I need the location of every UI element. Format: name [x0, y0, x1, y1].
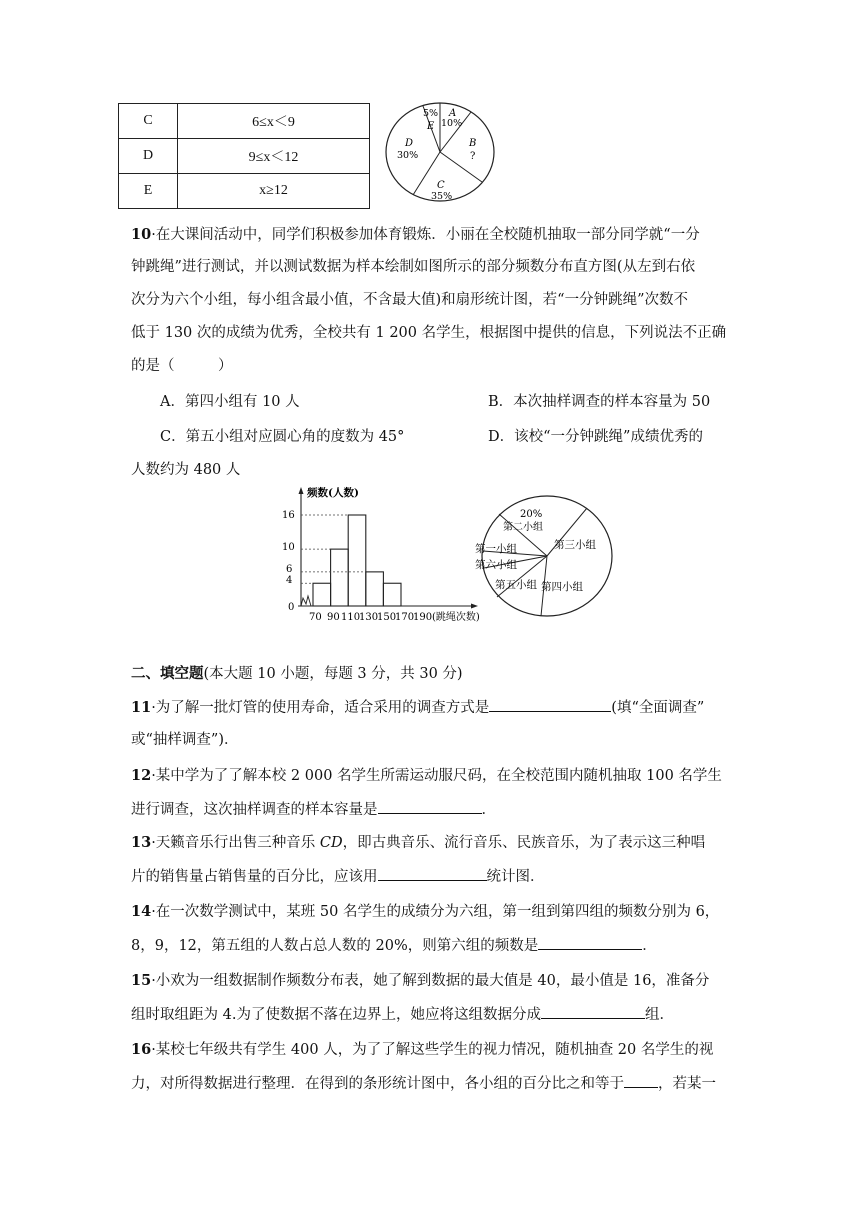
- q10-line: 次分为六个小组，每小组含最小值，不含最大值)和扇形统计图，若“一分钟跳绳”次数不: [131, 292, 688, 308]
- question-number: 12: [131, 767, 152, 784]
- answer-blank[interactable]: [489, 697, 611, 712]
- q14-text: 8，9，12，第五组的人数占总人数的 20%，则第六组的频数是: [131, 938, 539, 954]
- ytick-label: 16: [282, 510, 295, 521]
- q13-text: ，即古典音乐、流行音乐、民族音乐，为了表示这三种唱: [342, 835, 706, 851]
- question-number: 14: [131, 903, 152, 920]
- answer-blank[interactable]: [378, 799, 482, 814]
- q15-text: 组时取组距为 4.为了使数据不落在边界上，她应将这组数据分成: [131, 1007, 541, 1023]
- q11-text: 为了解一批灯管的使用寿命，适合采用的调查方式是: [155, 700, 490, 716]
- question-number: 13: [131, 834, 152, 851]
- option-b: B．本次抽样调查的样本容量为 50: [488, 394, 711, 410]
- table-row: [119, 104, 370, 139]
- pie-label: 第一小组: [475, 543, 517, 555]
- pie-label: E: [427, 121, 435, 132]
- histogram-ylabel: 频数(人数): [307, 487, 359, 499]
- xtick-label: 90: [327, 612, 340, 623]
- ytick-label: 10: [282, 542, 295, 553]
- q12-text: ．: [481, 802, 496, 818]
- dot: ·: [151, 227, 156, 243]
- histogram-xlabel: (跳绳次数): [432, 612, 480, 623]
- range-cell: x≥12: [178, 174, 370, 209]
- q13-text: 片的销售量占销售量的百分比，应该用: [131, 869, 378, 885]
- q12-line: [131, 766, 722, 786]
- pie-label: 第四小组: [541, 581, 583, 593]
- q16-text: 力，对所得数据进行整理．在得到的条形统计图中，各小组的百分比之和等于: [131, 1076, 624, 1092]
- pie-label: 第六小组: [475, 559, 517, 571]
- histogram-bar: [313, 583, 331, 606]
- histogram-bar: [366, 572, 384, 606]
- group-cell: E: [119, 174, 178, 209]
- question-number: 16: [131, 1041, 152, 1058]
- histogram-chart: [280, 484, 490, 628]
- q10-line: 钟跳绳”进行测试，并以测试数据为样本绘制如图所示的部分频数分布直方图(从左到右依: [131, 259, 696, 275]
- q11-text: (填“全面调查”: [611, 700, 705, 716]
- group-cell: C: [119, 104, 178, 139]
- q14-text: ．: [642, 938, 657, 954]
- q13-line: [131, 833, 705, 853]
- question-number: 15: [131, 972, 152, 989]
- q14-line: [131, 902, 719, 922]
- table-row: [119, 139, 370, 174]
- dot: ·: [151, 904, 156, 920]
- pie-label: B: [469, 138, 477, 149]
- dot: ·: [151, 768, 156, 784]
- pie-label: 5%: [423, 108, 439, 119]
- section-note: (本大题 10 小题，每题 3 分，共 30 分): [203, 666, 463, 682]
- question-number: 11: [131, 699, 152, 716]
- q14-line: [131, 935, 657, 956]
- q13-line: [131, 866, 545, 887]
- q14-text: 在一次数学测试中，某班 50 名学生的成绩分为六组，第一组到第四组的频数分别为 6，: [155, 904, 720, 920]
- group-cell: D: [119, 139, 178, 174]
- q13-text: 天籁音乐行出售三种音乐: [155, 835, 320, 851]
- group-pie-chart: [474, 492, 614, 624]
- xtick-label: 110: [341, 612, 361, 623]
- histogram-bar: [331, 549, 349, 606]
- q15-line: [131, 1004, 674, 1025]
- xtick-label: 130: [359, 612, 379, 623]
- q16-line: [131, 1073, 716, 1094]
- pie-label: 第三小组: [554, 539, 596, 551]
- histogram-bar: [348, 515, 366, 606]
- q16-text: ，若某一: [658, 1076, 716, 1092]
- q11-line: [131, 697, 704, 718]
- xtick-label: 150: [377, 612, 397, 623]
- histogram-bar: [383, 583, 401, 606]
- answer-blank[interactable]: [624, 1073, 658, 1088]
- group-range-table: [118, 103, 370, 209]
- option-c: C．第五小组对应圆心角的度数为 45°: [160, 429, 405, 445]
- dot: ·: [151, 1042, 156, 1058]
- answer-blank[interactable]: [378, 866, 487, 881]
- pie-label: ?: [470, 151, 476, 162]
- pie-label: 20%: [520, 509, 543, 520]
- dot: ·: [151, 835, 156, 851]
- pie-label: 30%: [397, 150, 419, 161]
- xtick-label: 170: [395, 612, 415, 623]
- q13-text: 统计图．: [486, 869, 545, 885]
- range-cell: 6≤x＜9: [178, 104, 370, 139]
- section-heading: 二、填空题: [131, 665, 204, 682]
- option-a: A．第四小组有 10 人: [160, 394, 300, 410]
- xtick-label: 190: [413, 612, 433, 623]
- pie-label: D: [405, 138, 414, 149]
- q10-text: 在大课间活动中，同学们积极参加体育锻炼．小丽在全校随机抽取一部分同学就“一分: [155, 227, 700, 243]
- q12-text: 进行调查，这次抽样调查的样本容量是: [131, 802, 378, 818]
- q10-line: [131, 225, 700, 245]
- option-d: D．该校“一分钟跳绳”成绩优秀的: [488, 429, 703, 445]
- top-pie-chart: [383, 100, 499, 206]
- dot: ·: [151, 973, 156, 989]
- answer-blank[interactable]: [538, 935, 642, 950]
- question-number: 10: [131, 226, 152, 243]
- pie-label: 10%: [441, 118, 463, 129]
- table-row: [119, 174, 370, 209]
- q10-line: 的是（ ）: [131, 358, 233, 374]
- pie-label: C: [437, 180, 445, 191]
- xtick-label: 70: [309, 612, 322, 623]
- ytick-label: 6: [286, 564, 293, 575]
- ytick-label: 0: [288, 602, 295, 613]
- q15-line: [131, 971, 709, 991]
- q16-text: 某校七年级共有学生 400 人，为了了解这些学生的视力情况，随机抽查 20 名学生的视: [155, 1042, 714, 1058]
- option-d-continued: 人数约为 480 人: [131, 462, 241, 478]
- q13-text: CD: [319, 835, 343, 851]
- q11-line: 或“抽样调查”)．: [131, 732, 239, 748]
- ytick-label: 4: [286, 575, 293, 586]
- pie-label: 第二小组: [503, 522, 543, 533]
- answer-blank[interactable]: [541, 1004, 645, 1019]
- q12-line: [131, 799, 496, 820]
- section-title: [131, 664, 463, 684]
- range-cell: 9≤x＜12: [178, 139, 370, 174]
- q15-text: 组．: [644, 1007, 674, 1023]
- pie-label: 35%: [431, 191, 453, 202]
- q15-text: 小欢为一组数据制作频数分布表，她了解到数据的最大值是 40，最小值是 16，准备分: [155, 973, 710, 989]
- dot: ·: [151, 700, 156, 716]
- q16-line: [131, 1040, 713, 1060]
- q12-text: 某中学为了了解本校 2 000 名学生所需运动服尺码，在全校范围内随机抽取 100 名学生: [155, 768, 722, 784]
- q10-line: 低于 130 次的成绩为优秀，全校共有 1 200 名学生，根据图中提供的信息，下列说法不正确: [131, 325, 727, 341]
- pie-label: A: [449, 108, 457, 119]
- pie-label: 第五小组: [495, 579, 537, 591]
